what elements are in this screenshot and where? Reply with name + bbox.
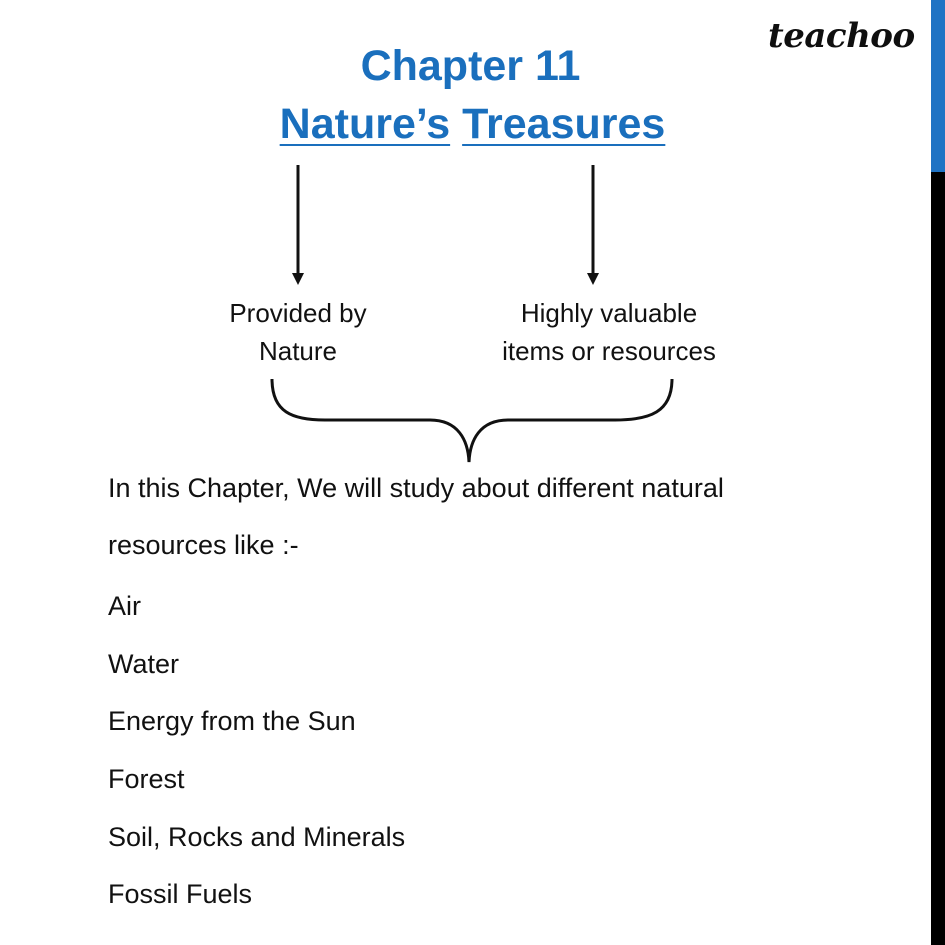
resource-item: Fossil Fuels bbox=[108, 879, 253, 909]
chapter-number: Chapter 11 bbox=[360, 42, 581, 90]
curly-brace bbox=[272, 379, 672, 462]
resource-item: Water bbox=[108, 649, 180, 679]
label-highly-valuable: Highly valuable items or resources bbox=[502, 298, 716, 366]
resource-item: Air bbox=[108, 591, 141, 621]
resource-item: Energy from the Sun bbox=[108, 706, 356, 736]
label-provided-by-nature: Provided by Nature bbox=[229, 298, 367, 366]
intro-line-1: In this Chapter, We will study about different natural bbox=[108, 473, 724, 503]
title-word-natures: Nature’s bbox=[279, 100, 451, 148]
intro-line-2: resources like :- bbox=[108, 530, 299, 560]
title-word-treasures: Treasures bbox=[462, 100, 666, 148]
resource-item: Soil, Rocks and Minerals bbox=[108, 822, 406, 852]
resource-item: Forest bbox=[108, 764, 185, 794]
right-arrow-head bbox=[587, 273, 599, 285]
teachoo-logo: teachoo bbox=[768, 16, 915, 56]
left-arrow-head bbox=[292, 273, 304, 285]
